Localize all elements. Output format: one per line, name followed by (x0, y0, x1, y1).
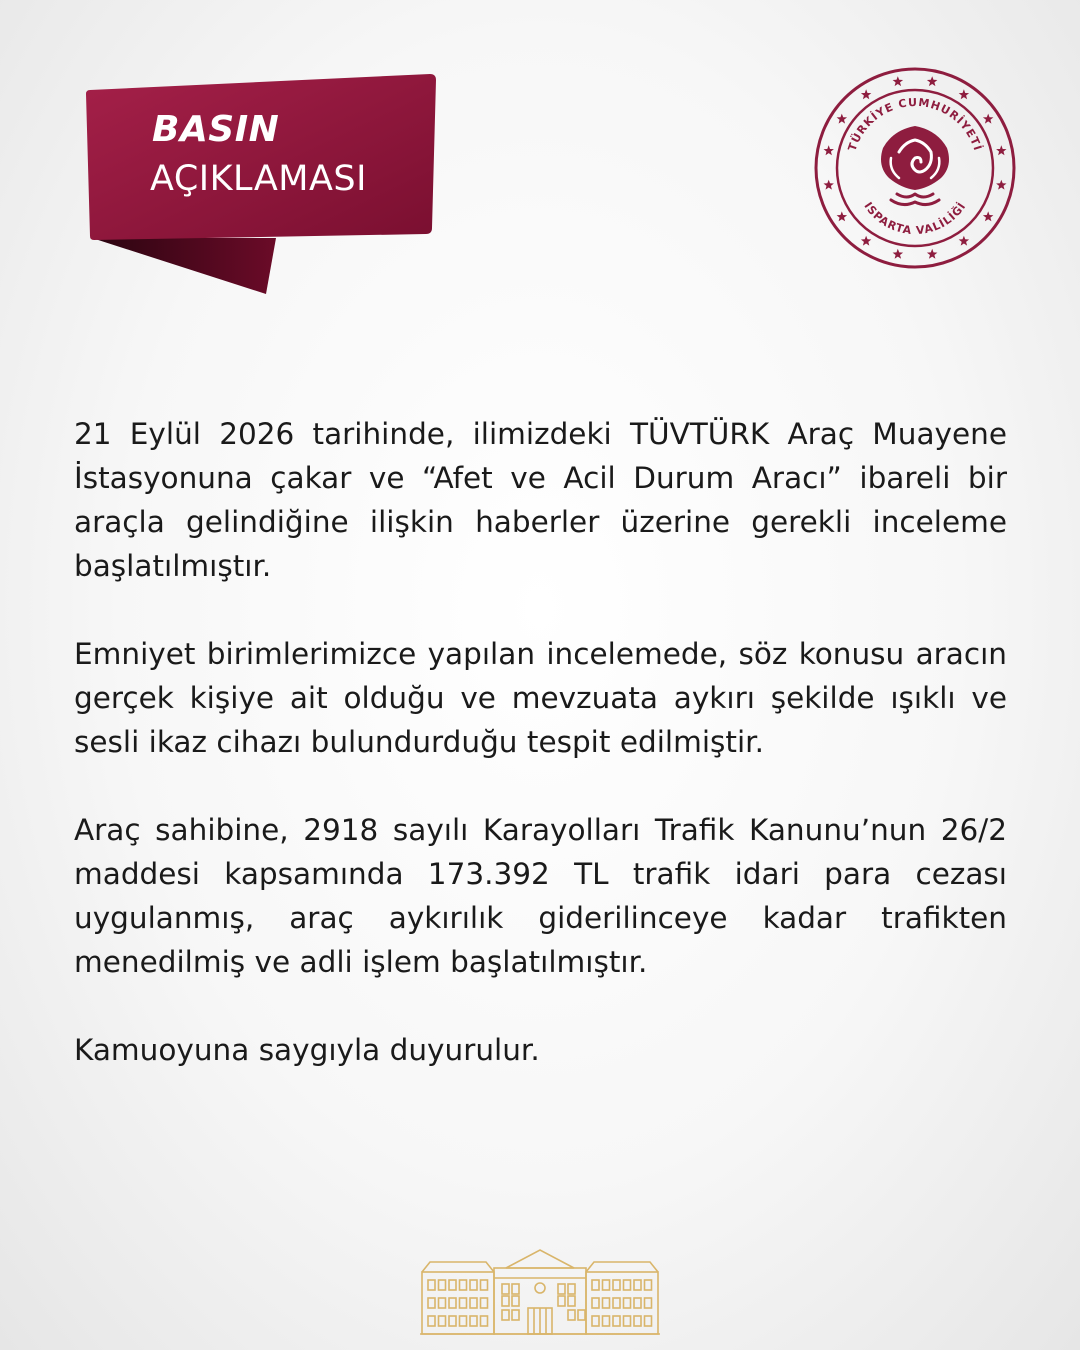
paragraph-3: Araç sahibine, 2918 sayılı Karayolları Trafik Kanunu’nun 26/2 maddesi kapsamında 173.392 TL trafik idari para cezası uygulanmış, araç aykırılık giderilinceye kadar trafikten menedilmiş ve adli işlem başlatılmıştır. (74, 813, 1007, 979)
seal-star-icon (959, 89, 969, 99)
seal-star-icon (861, 236, 871, 246)
seal-star-icon (996, 180, 1006, 190)
seal-star-icon (837, 114, 848, 124)
seal-bottom-text: ISPARTA VALİLİĞİ (861, 199, 969, 238)
seal-star-icon (861, 89, 871, 99)
isparta-governorship-seal (813, 66, 1017, 270)
banner-title-line-2: AÇIKLAMASI (150, 159, 367, 199)
seal-top-text: TÜRKİYE CUMHURİYETİ (845, 95, 985, 153)
seal-star-icon (893, 76, 904, 86)
paragraph-1: 21 Eylül 2026 tarihinde, ilimizdeki TÜVTÜRK Araç Muayene İstasyonuna çakar ve “Afet ve Acil Durum Aracı” ibareli bir araçla gelindiğine ilişkin haberler üzerine gerekli inceleme başlatılmıştır. (74, 417, 1007, 583)
seal-star-icon (983, 114, 994, 124)
seal-star-icon (824, 145, 834, 155)
svg-text:ISPARTA VALİLİĞİ (861, 199, 968, 237)
seal-star-icon (927, 249, 938, 259)
seal-star-icon (837, 211, 848, 221)
seal-star-icon (893, 249, 904, 259)
seal-star-icon (959, 236, 969, 246)
seal-star-icon (927, 76, 938, 86)
paragraph-2: Emniyet birimlerimizce yapılan incelemede, söz konusu aracın gerçek kişiye ait olduğu ve mevzuata aykırı şekilde ışıklı ve sesli ikaz cihazı bulundurduğu tespit edilmiştir. (74, 637, 1007, 759)
press-release-body (74, 412, 1007, 1116)
banner-title-line-1: BASIN (152, 109, 280, 150)
paragraph-4: Kamuoyuna saygıyla duyurulur. (74, 1033, 540, 1067)
tulip-emblem-icon (881, 126, 949, 205)
government-building-icon (418, 1246, 662, 1338)
seal-star-icon (824, 180, 834, 190)
press-release-banner (84, 72, 440, 298)
seal-star-icon (996, 145, 1006, 155)
seal-star-icon (983, 211, 994, 221)
